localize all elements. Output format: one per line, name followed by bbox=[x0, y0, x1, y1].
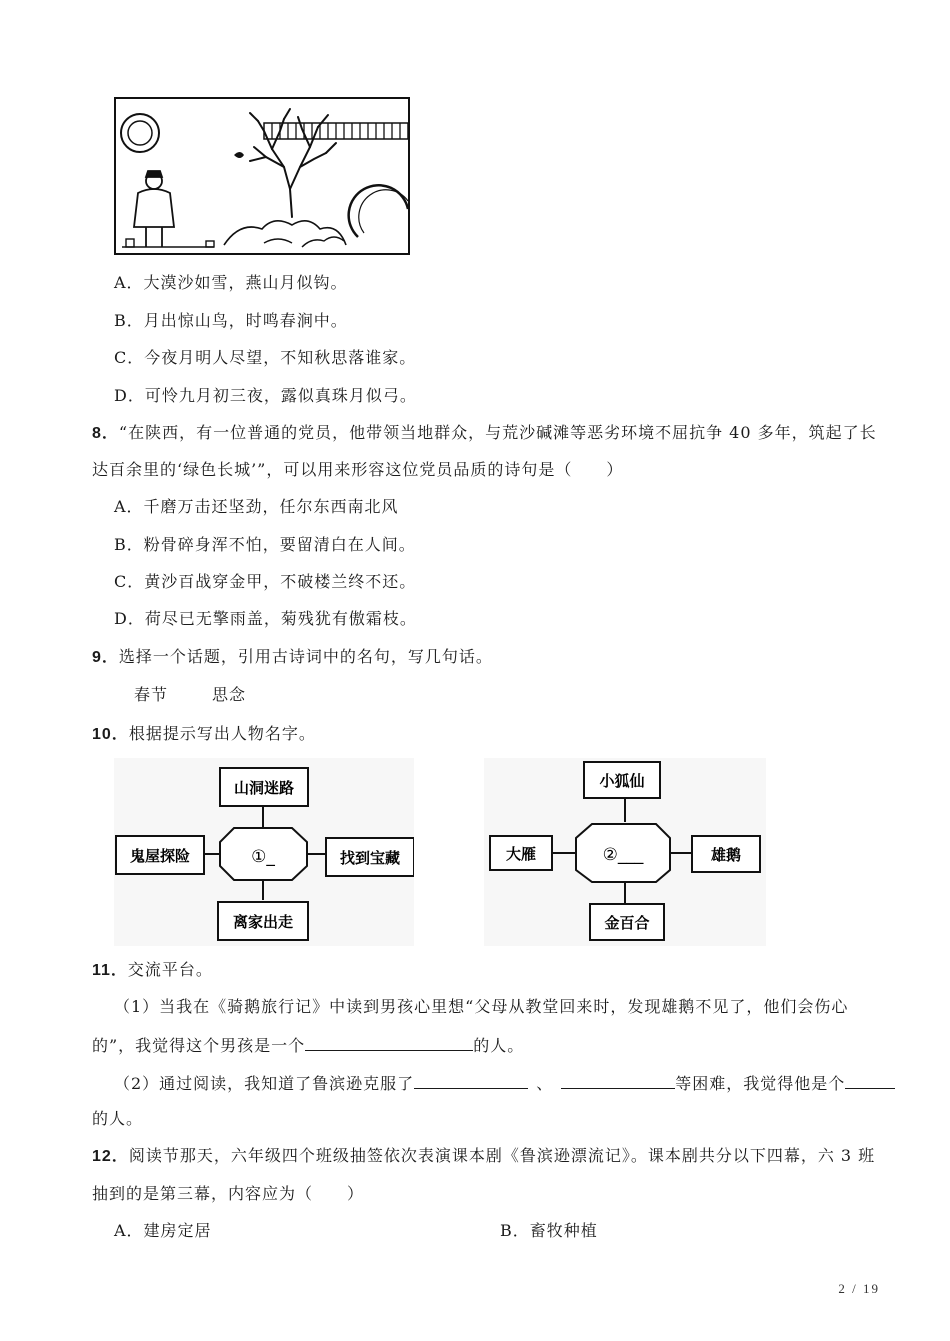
diagram2-top-label: 小狐仙 bbox=[599, 772, 645, 790]
diagram1-bottom-label: 离家出走 bbox=[232, 913, 294, 931]
q7-option-d: D．可怜九月初三夜，露似真珠月似弓。 bbox=[114, 386, 417, 405]
q11-stem: 11．交流平台。 bbox=[92, 960, 213, 979]
diagram2-left-label: 大雁 bbox=[505, 845, 537, 863]
q9-number: 9． bbox=[92, 649, 119, 666]
q9-stem: 9．选择一个话题，引用古诗词中的名句，写几句话。 bbox=[92, 647, 493, 666]
q10-number: 10． bbox=[92, 726, 129, 743]
q11-part1-line2: 的”，我觉得这个男孩是一个 的人。 bbox=[92, 1036, 525, 1055]
q12-stem-line2: 抽到的是第三幕，内容应为（ ） bbox=[92, 1184, 365, 1203]
q7-option-b: B．月出惊山鸟，时鸣春涧中。 bbox=[114, 311, 348, 330]
q12-number: 12． bbox=[92, 1148, 129, 1165]
page-number: 2 / 19 bbox=[838, 1281, 880, 1296]
character-diagram-1 bbox=[114, 758, 414, 946]
diagram1-left-label: 鬼屋探险 bbox=[129, 847, 191, 865]
q12-option-b: B．畜牧种植 bbox=[500, 1221, 598, 1240]
diagram2-bottom-label: 金百合 bbox=[604, 914, 650, 932]
q11-answer-blank-4[interactable] bbox=[845, 1072, 895, 1089]
q12-stem-line1: 12．阅读节那天，六年级四个班级抽签依次表演课本剧《鲁滨逊漂流记》。课本剧共分以下四幕，六 3 班 bbox=[92, 1146, 876, 1165]
q7-option-a: A．大漠沙如雪，燕山月似钩。 bbox=[114, 273, 348, 292]
q8-option-c: C．黄沙百战穿金甲，不破楼兰终不还。 bbox=[114, 572, 417, 591]
q9-topic-1: 春节 bbox=[134, 685, 169, 704]
diagram1-top-label: 山洞迷路 bbox=[233, 779, 295, 797]
q8-number: 8． bbox=[92, 425, 119, 442]
character-diagram-2 bbox=[484, 758, 766, 946]
poem-illustration bbox=[114, 97, 410, 255]
q11-answer-blank-1[interactable] bbox=[305, 1034, 473, 1051]
q11-answer-blank-3[interactable] bbox=[561, 1072, 675, 1089]
q8-option-d: D．荷尽已无擎雨盖，菊残犹有傲霜枝。 bbox=[114, 609, 417, 628]
q11-part2-line1: （2）通过阅读，我知道了鲁滨逊克服了 、 等困难，我觉得他是个 bbox=[114, 1072, 895, 1094]
q12-option-a: A．建房定居 bbox=[114, 1221, 212, 1240]
q8-option-b: B．粉骨碎身浑不怕，要留清白在人间。 bbox=[114, 535, 416, 554]
diagram2-right-label: 雄鹅 bbox=[710, 846, 742, 864]
q7-option-c: C．今夜月明人尽望，不知秋思落谁家。 bbox=[114, 348, 417, 367]
q10-stem: 10．根据提示写出人物名字。 bbox=[92, 724, 316, 743]
q11-number: 11． bbox=[92, 962, 128, 979]
q8-option-a: A．千磨万击还坚劲，任尔东西南北风 bbox=[114, 497, 399, 516]
diagram1-center-blank: ①_ bbox=[251, 847, 275, 867]
diagram1-right-label: 找到宝藏 bbox=[339, 849, 401, 867]
q11-part2-line2: 的人。 bbox=[92, 1109, 144, 1128]
q11-part1-line1: （1）当我在《骑鹅旅行记》中读到男孩心里想“父母从教堂回来时，发现雄鹅不见了，他们会伤心 bbox=[114, 997, 849, 1016]
q11-answer-blank-2[interactable] bbox=[414, 1072, 528, 1089]
q8-stem-line1: 8．“在陕西，有一位普通的党员，他带领当地群众，与荒沙碱滩等恶劣环境不屈抗争 40 多年，筑起了长 bbox=[92, 423, 877, 442]
q9-topic-2: 思念 bbox=[212, 685, 247, 704]
q8-stem-line2: 达百余里的‘绿色长城’”，可以用来形容这位党员品质的诗句是（ ） bbox=[92, 460, 624, 479]
diagram2-center-blank: ②___ bbox=[602, 845, 644, 865]
